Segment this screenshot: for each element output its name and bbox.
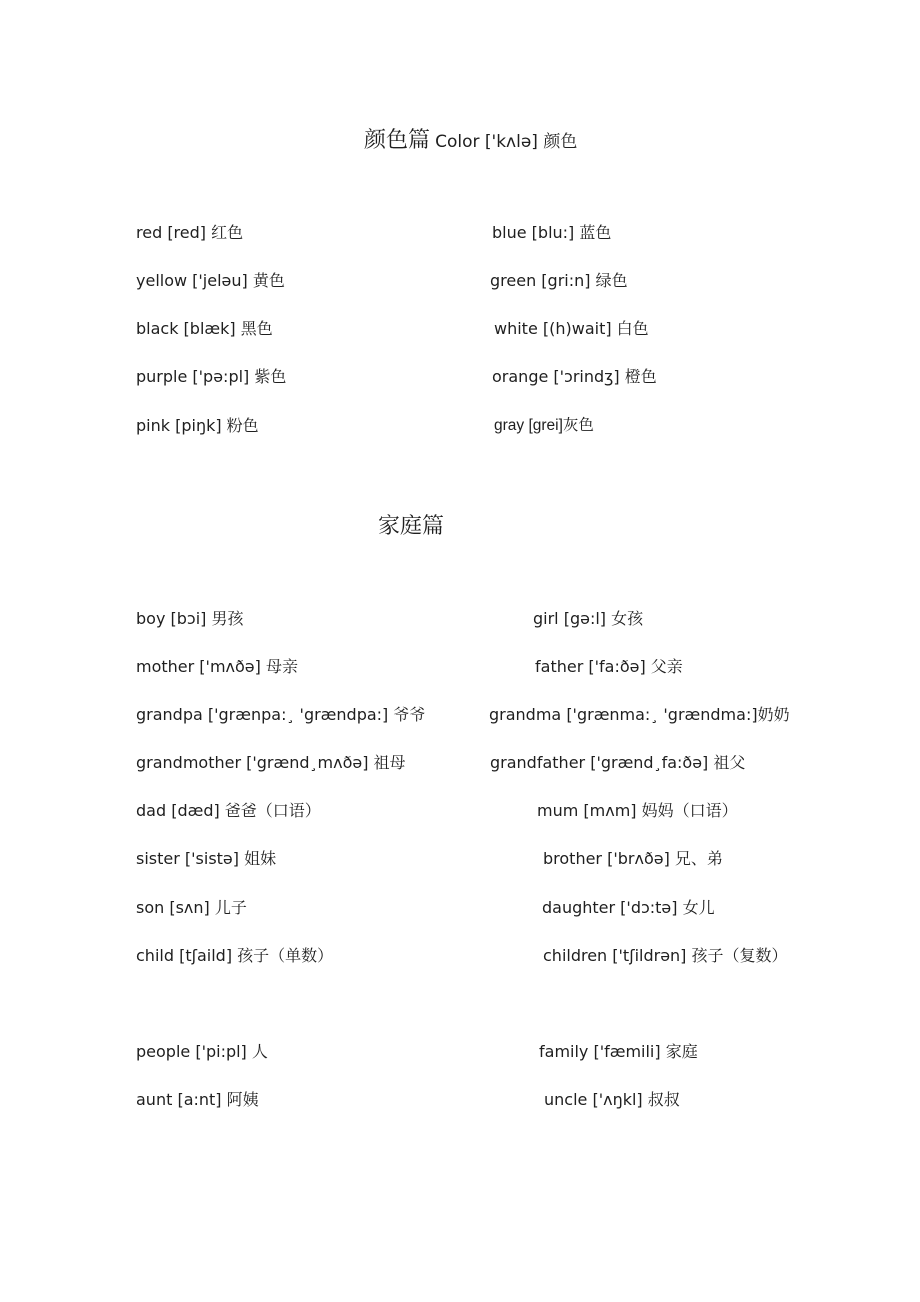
family-entry-grandmother: grandmother ['grænd¸mʌðə] 祖母 [136, 753, 406, 772]
colors-title-cn: 颜色篇 [364, 128, 431, 153]
color-entry-purple: purple ['pə:pl] 紫色 [136, 367, 287, 386]
family-entry-child: child [tʃaild] 孩子（单数） [136, 946, 334, 965]
colors-title-en: Color ['kʌlə] 颜色 [435, 132, 578, 152]
family-entry-mother: mother ['mʌðə] 母亲 [136, 657, 298, 676]
color-entry-gray: gray [grei]灰色 [494, 417, 594, 434]
family-entry-dad: dad [dæd] 爸爸（口语） [136, 801, 321, 820]
color-entry-blue: blue [blu:] 蓝色 [492, 223, 612, 242]
family-entry-mum: mum [mʌm] 妈妈（口语） [537, 801, 738, 820]
family-entry-people: people ['pi:pl] 人 [136, 1042, 268, 1061]
color-entry-pink: pink [piŋk] 粉色 [136, 416, 259, 435]
family-entry-boy: boy [bɔi] 男孩 [136, 609, 244, 628]
family-entry-sister: sister ['sistə] 姐妹 [136, 849, 277, 868]
color-entry-orange: orange ['ɔrindʒ] 橙色 [492, 367, 657, 386]
family-entry-grandfather: grandfather ['grænd¸fa:ðə] 祖父 [490, 753, 746, 772]
family-entry-aunt: aunt [a:nt] 阿姨 [136, 1090, 259, 1109]
family-entry-grandma: grandma ['grænma:¸ 'grændma:]奶奶 [489, 705, 790, 724]
colors-section-title [364, 123, 577, 154]
color-entry-black: black [blæk] 黑色 [136, 319, 273, 338]
color-entry-red: red [red] 红色 [136, 223, 244, 242]
family-entry-father: father ['fa:ðə] 父亲 [535, 657, 683, 676]
family-entry-son: son [sʌn] 儿子 [136, 898, 247, 917]
family-entry-children: children ['tʃildrən] 孩子（复数） [543, 946, 788, 965]
family-entry-uncle: uncle ['ʌŋkl] 叔叔 [544, 1090, 680, 1109]
color-entry-white: white [(h)wait] 白色 [494, 319, 649, 338]
color-entry-yellow: yellow ['jeləu] 黄色 [136, 271, 285, 290]
family-entry-daughter: daughter ['dɔ:tə] 女儿 [542, 898, 715, 917]
family-entry-grandpa: grandpa ['grænpa:¸ 'grændpa:] 爷爷 [136, 705, 426, 724]
family-entry-girl: girl [gə:l] 女孩 [533, 609, 644, 628]
family-entry-family: family ['fæmili] 家庭 [539, 1042, 698, 1061]
family-entry-brother: brother ['brʌðə] 兄、弟 [543, 849, 723, 868]
family-section-title: 家庭篇 [378, 514, 445, 539]
color-entry-green: green [gri:n] 绿色 [490, 271, 628, 290]
